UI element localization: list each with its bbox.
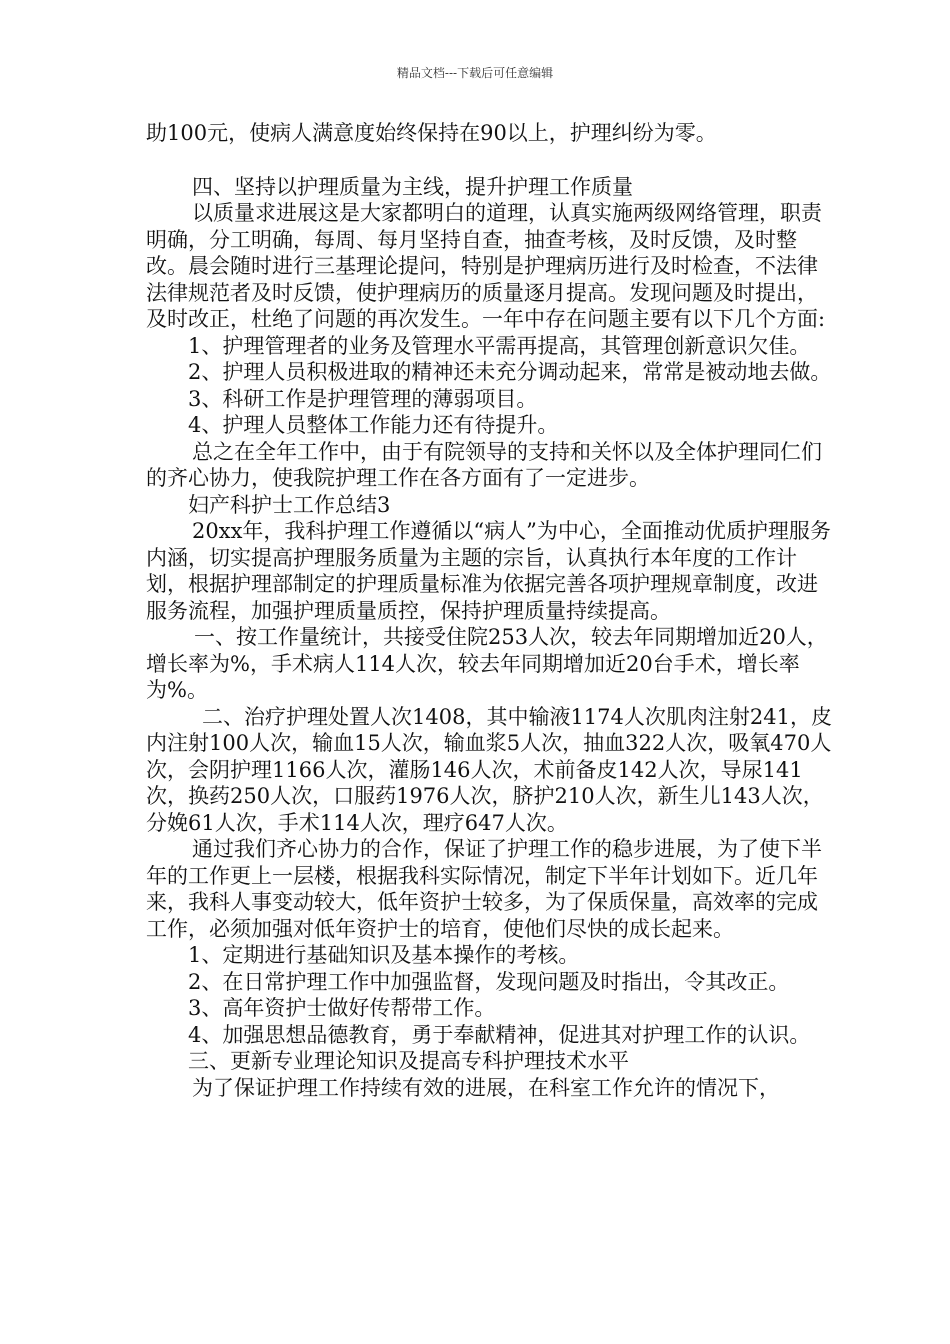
list-item: 3、科研工作是护理管理的薄弱项目。: [188, 386, 538, 411]
list-item: 4、护理人员整体工作能力还有待提升。: [188, 413, 559, 437]
paragraph: 20xx年，我科护理工作遵循以“病人”为中心，全面推动优质护理服务内涵，切实提高护理服务质量为主题的宗旨，认真执行本年度的工作计划，根据护理部制定的护理质量标准为依据完善各项护理规章制度，改进服务流程，加强护理质量质控，保持护理质量持续提高。: [146, 519, 831, 623]
paragraph: 二、治疗护理处置人次1408，其中输液1174人次肌肉注射241，皮内注射100人次，输血15人次，输血浆5人次，抽血322人次，吸氧470人次，会阴护理1166人次，灌肠146人次，术前备皮142人次，导尿141次，换药250人次，口服药1976人次，脐护210人次，新生儿143人次，分娩61人次，手术114人次，理疗647人次。: [146, 704, 832, 835]
list-item: 1、护理管理者的业务及管理水平需再提高，其管理创新意识欠佳。: [188, 333, 811, 358]
list-item: 4、加强思想品德教育，勇于奉献精神，促进其对护理工作的认识。: [188, 1022, 811, 1047]
paragraph: 为了保证护理工作持续有效的进展，在科室工作允许的情况下，: [192, 1075, 780, 1100]
section-heading: 三、更新专业理论知识及提高专科护理技术水平: [188, 1049, 629, 1073]
paragraph: 助100元，使病人满意度始终保持在90以上，护理纠纷为零。: [146, 121, 717, 145]
paragraph: 一、按工作量统计，共接受住院253人次，较去年同期增加近20人，增长率为%，手术病人114人次，较去年同期增加近20台手术，增长率为%。: [146, 625, 828, 702]
paragraph: 通过我们齐心协力的合作，保证了护理工作的稳步进展，为了使下半年的工作更上一层楼，根据我科实际情况，制定下半年计划如下。近几年来，我科人事变动较大，低年资护士较多，为了保质保量，高效率的完成工作，必须加强对低年资护士的培育，使他们尽快的成长起来。: [146, 837, 822, 941]
list-item: 2、在日常护理工作中加强监督，发现问题及时指出，令其改正。: [188, 969, 790, 994]
page-header: 精品文档---下载后可任意编辑: [396, 66, 554, 80]
section-heading: 四、坚持以护理质量为主线，提升护理工作质量: [192, 174, 633, 199]
paragraph: 以质量求进展这是大家都明白的道理，认真实施两级网络管理，职责明确，分工明确，每周、每月坚持自查，抽查考核，及时反馈，及时整改。晨会随时进行三基理论提问，特别是护理病历进行及时检查，不法律法律规范者及时反馈，使护理病历的质量逐月提高。发现问题及时提出，及时改正，杜绝了问题的再次发生。一年中存在问题主要有以下几个方面:: [146, 201, 826, 331]
list-item: 3、高年资护士做好传帮带工作。: [188, 996, 496, 1020]
paragraph: 总之在全年工作中，由于有院领导的支持和关怀以及全体护理同仁们的齐心协力，使我院护理工作在各方面有了一定进步。: [146, 439, 822, 490]
document-body: [146, 120, 832, 1101]
list-item: 2、护理人员积极进取的精神还未充分调动起来，常常是被动地去做。: [188, 360, 832, 384]
paragraph-gap: [146, 147, 832, 174]
list-item: 1、定期进行基础知识及基本操作的考核。: [188, 943, 580, 967]
section-title: 妇产科护士工作总结3: [188, 492, 391, 517]
